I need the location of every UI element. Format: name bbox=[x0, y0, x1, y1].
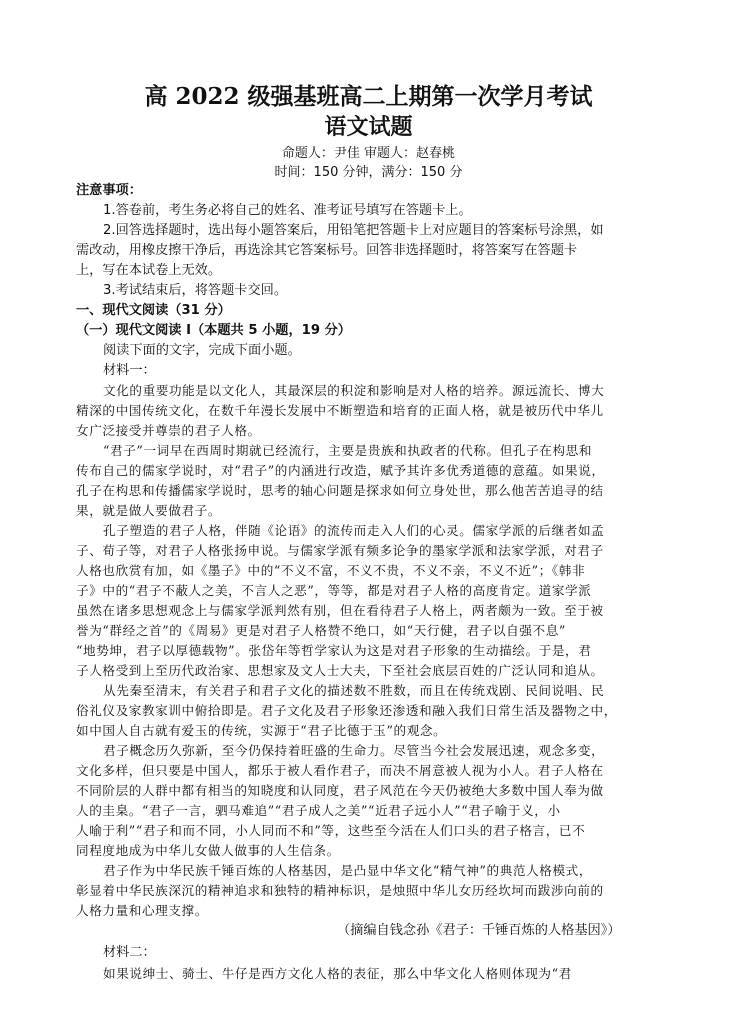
material-one-line: 彰显着中华民族深沉的精神追求和独特的精神标识，是烛照中华儿女历经坎坷而跋涉向前的 bbox=[76, 883, 604, 898]
material-one-label: 材料一： bbox=[103, 363, 156, 378]
material-one-line: 如中国人自古就有爱玉的传统，实源于“君子比德于玉”的观念。 bbox=[76, 723, 447, 738]
material-one-line: “君子”一词早在西周时期就已经流行，主要是贵族和执政者的代称。但孔子在构思和 bbox=[103, 443, 593, 458]
material-one-line: 誉为“群经之首”的《周易》更是对君子人格赞不绝口，如“天行健，君子以自强不息” bbox=[76, 623, 566, 638]
notes-line: 上，写在本试卷上无效。 bbox=[76, 263, 222, 278]
material-one-line: 子》中的“君子不蔽人之美，不言人之恶”，等等，都是对君子人格的高度肯定。道家学派 bbox=[76, 583, 592, 598]
material-one-line: 精深的中国传统文化，在数千年漫长发展中不断塑造和培育的正面人格，就是被历代中华儿 bbox=[76, 403, 604, 418]
material-one-line: 从先秦至清末，有关君子和君子文化的描述数不胜数，而且在传统戏剧、民间说唱、民 bbox=[103, 683, 605, 698]
exam-authors: 命题人：尹佳 审题人：赵春桃 bbox=[281, 146, 456, 161]
material-one-line: 文化多样，但只要是中国人，都乐于被人看作君子，而决不屑意被人视为小人。君子人格在 bbox=[76, 763, 604, 778]
material-one-line: 子人格受到上至历代政治家、思想家及文人士大夫，下至社会底层百姓的广泛认同和追从。 bbox=[76, 663, 604, 678]
material-one-line: 虽然在诸多思想观念上与儒家学派判然有别，但在看待君子人格上，两者颇为一致。至于被 bbox=[76, 603, 604, 618]
section-subheading: （一）现代文阅读 I（本题共 5 小题，19 分） bbox=[76, 323, 351, 338]
material-one-line: 同程度地成为中华儿女做人做事的人生信条。 bbox=[76, 843, 340, 858]
exam-title: 高 2022 级强基班高二上期第一次学月考试 bbox=[144, 83, 593, 110]
material-one-line: 果，就是做人要做君子。 bbox=[76, 503, 222, 518]
material-one-line: 君子作为中华民族千锤百炼的人格基因，是凸显中华文化“精气神”的典范人格模式， bbox=[103, 863, 593, 878]
material-one-line: 俗礼仪及家教家训中俯拾即是。君子文化及君子形象还渗透和融入我们日常生活及器物之中， bbox=[76, 703, 617, 718]
material-one-line: 传布自己的儒家学说时，对“君子”的内涵进行改造，赋予其许多优秀道德的意蕴。如果说， bbox=[76, 463, 605, 478]
material-one-line: 孔子在构思和传播儒家学说时，思考的轴心问题是探求如何立身处世，那么他苦苦追寻的结 bbox=[76, 483, 604, 498]
reading-instruction: 阅读下面的文字，完成下面小题。 bbox=[103, 343, 301, 358]
material-one-line: 人喻于利”“君子和而不同，小人同而不和”等，这些至今活在人们口头的君子格言，已不 bbox=[76, 823, 586, 838]
material-one-line: 人格也欣赏有加，如《墨子》中的“不义不富，不义不贵，不义不亲，不义不近”；《韩非 bbox=[76, 563, 586, 578]
material-one-line: 君子概念历久弥新，至今仍保持着旺盛的生命力。尽管当今社会发展迅速，观念多变， bbox=[103, 743, 605, 758]
exam-time-score: 时间：150 分钟，满分：150 分 bbox=[274, 165, 463, 180]
exam-subject: 语文试题 bbox=[324, 114, 413, 140]
material-one-line: 孔子塑造的君子人格，伴随《论语》的流传而走入人们的心灵。儒家学派的后继者如孟 bbox=[103, 523, 605, 538]
material-two-line: 如果说绅士、骑士、牛仔是西方文化人格的表征，那么中华文化人格则体现为“君 bbox=[103, 966, 572, 981]
section-heading: 一、现代文阅读（31 分） bbox=[76, 303, 231, 318]
notes-heading: 注意事项： bbox=[76, 183, 142, 198]
material-one-line: 不同阶层的人群中都有相当的知晓度和认同度，君子风范在今天仍被绝大多数中国人奉为做 bbox=[76, 783, 604, 798]
material-one-line: 子、荀子等，对君子人格张扬申说。与儒家学派有频多论争的墨家学派和法家学派，对君子 bbox=[76, 543, 604, 558]
notes-line: 2.回答选择题时，选出每小题答案后，用铅笔把答题卡上对应题目的答案标号涂黑，如 bbox=[103, 223, 604, 238]
material-one-line: 女广泛接受并尊崇的君子人格。 bbox=[76, 423, 261, 438]
material-one-source: （摘编自钱念孙《君子：千锤百炼的人格基因》） bbox=[337, 923, 621, 938]
material-one-line: 人的圭臬。“君子一言，驷马难追”“君子成人之美”“近君子远小人”“君子喻于义，小 bbox=[76, 803, 561, 818]
material-one-line: 人格力量和心理支撑。 bbox=[76, 903, 208, 918]
notes-line: 3.考试结束后，将答题卡交回。 bbox=[103, 283, 288, 298]
material-one-line: “地势坤，君子以厚德载物”。张岱年等哲学家认为这是对君子形象的生动描绘。于是，君 bbox=[76, 643, 592, 658]
notes-line: 1.答卷前，考生务必将自己的姓名、准考证号填写在答题卡上。 bbox=[103, 203, 472, 218]
material-two-label: 材料二： bbox=[103, 945, 156, 960]
notes-line: 需改动，用橡皮擦干净后，再选涂其它答案标号。回答非选择题时，将答案写在答题卡 bbox=[76, 243, 578, 258]
material-one-line: 文化的重要功能是以文化人，其最深层的积淀和影响是对人格的培养。源远流长、博大 bbox=[103, 383, 605, 398]
